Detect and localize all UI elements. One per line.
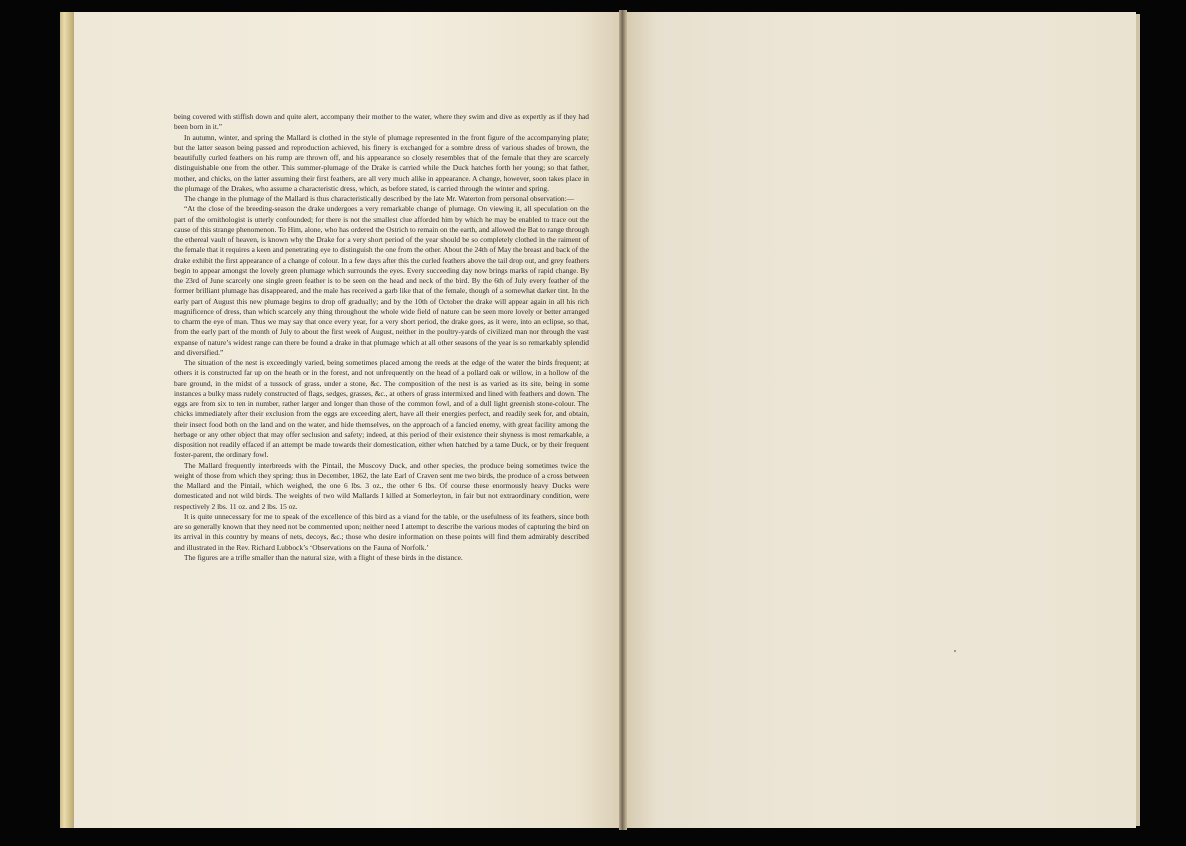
- paragraph: It is quite unnecessary for me to speak of the excellence of this bird as a viand for the table, or the usefulness of its feathers, since both are so generally known that they need not be commented upon; neither need I attempt to describe the various modes of capturing the bird on its arrival in this country by means of nets, decoys, &c.; those who desire information on these points will find them admirably described and illustrated in the Rev. Richard Lubbock’s ‘Observations on the Fauna of Norfolk.’: [174, 511, 589, 552]
- paragraph: The Mallard frequently interbreeds with the Pintail, the Muscovy Duck, and other species, the produce being sometimes twice the weight of those from which they spring: thus in December, 1862, the late Earl of Craven sent me two birds, the produce of a cross between the Mallard and the Pintail, which weighed, the one 6 lbs. 3 oz., the other 6 lbs. Of course these enormously heavy Ducks were domesticated and not wild birds. The weights of two wild Mallards I killed at Somerleyton, in fair but not extraordinary condition, were respectively 2 lbs. 11 oz. and 2 lbs. 15 oz.: [174, 460, 589, 511]
- paper-speck: [954, 650, 956, 652]
- paragraph: being covered with stiffish down and quite alert, accompany their mother to the water, where they swim and dive as expertly as if they had been born in it.”: [174, 112, 589, 132]
- paragraph: The situation of the nest is exceedingly varied, being sometimes placed among the reeds at the edge of the water the birds frequent; at others it is constructed far up on the heath or in the forest, and not unfrequently on the head of a pollard oak or willow, in a hollow of the bare ground, in the midst of a tussock of grass, under a stone, &c. The composition of the nest is as varied as its site, being in some instances a bulky mass rudely constructed of flags, sedges, grasses, &c., at others of grass intermixed and lined with feathers and down. The eggs are from six to ten in number, rather larger and longer than those of the common fowl, and of a dull light greenish stone-colour. The chicks immediately after their exclusion from the eggs are exceeding alert, have all their energies perfect, and readily seek for, and obtain, their insect food both on the land and on the water, and hide themselves, on the approach of a fancied enemy, with great facility among the herbage or any other object that may offer seclusion and safety; indeed, at this period of their existence their shyness is most remarkable, a disposition not readily effaced if an attempt be made towards their domestication, either when hatched by a tame Duck, or by their frequent foster-parent, the ordinary fowl.: [174, 358, 589, 460]
- page-edges-right: [1136, 14, 1140, 826]
- book-gutter: [619, 10, 627, 830]
- right-page-blank: [627, 12, 1136, 828]
- paragraph: The figures are a trifle smaller than the natural size, with a flight of these birds in the distance.: [184, 552, 463, 562]
- paragraph: The change in the plumage of the Mallard is thus characteristically described by the late Mr. Waterton from personal observation:—: [184, 194, 575, 203]
- paragraph: “At the close of the breeding-season the drake undergoes a very remarkable change of plumage. On viewing it, all speculation on the part of the ornithologist is utterly confounded; for there is not the smallest clue afforded him by which he may be enabled to trace out the cause of this strange phenomenon. To Him, alone, who has ordered the Ostrich to remain on the earth, and allowed the Bat to range through the ethereal vault of heaven, is known why the Drake for a very short period of the year should be so completely clothed in the raiment of the female that it requires a keen and penetrating eye to distinguish the one from the other. About the 24th of May the breast and back of the drake exhibit the first appearance of a change of colour. In a few days after this the curled feathers above the tail drop out, and grey feathers begin to appear amongst the lovely green plumage which surrounds the eyes. Every succeeding day now brings marks of rapid change. By the 23rd of June scarcely one single green feather is to be seen on the head and neck of the bird. By the 6th of July every feather of the former brilliant plumage has disappeared, and the male has received a garb like that of the female, though of a somewhat darker tint. In the early part of August this new plumage begins to drop off gradually; and by the 10th of October the drake will appear again in all his rich magnificence of dress, than which scarcely any thing throughout the whole wide field of nature can be seen more lovely or better arranged to charm the eye of man. Thus we may say that once every year, for a very short period, the drake goes, as it were, into an eclipse, so that, from the early part of the month of July to about the first week of August, neither in the poultry-yards of civilized man nor through the vast expanse of nature’s widest range can there be found a drake in that plumage which at all other seasons of the year is so remarkably splendid and diversified.”: [174, 204, 589, 357]
- page-edges-left: [60, 12, 74, 828]
- paragraph: In autumn, winter, and spring the Mallard is clothed in the style of plumage represented in the front figure of the accompanying plate; but the latter season being passed and reproduction achieved, his finery is exchanged for a sombre dress of various shades of brown, the beautifully curled feathers on his rump are thrown off, and his appearance so closely resembles that of the female that they are scarcely distinguishable one from the other. This summer-plumage of the Drake is carried while the Duck hatches forth her young; so that father, mother, and chicks, on the latter assuming their first feathers, are all very much alike in appearance. A change, however, soon takes place in the plumage of the Drakes, who assume a characteristic dress, which, as before stated, is carried through the winter and spring.: [174, 132, 589, 193]
- body-text: [174, 112, 589, 563]
